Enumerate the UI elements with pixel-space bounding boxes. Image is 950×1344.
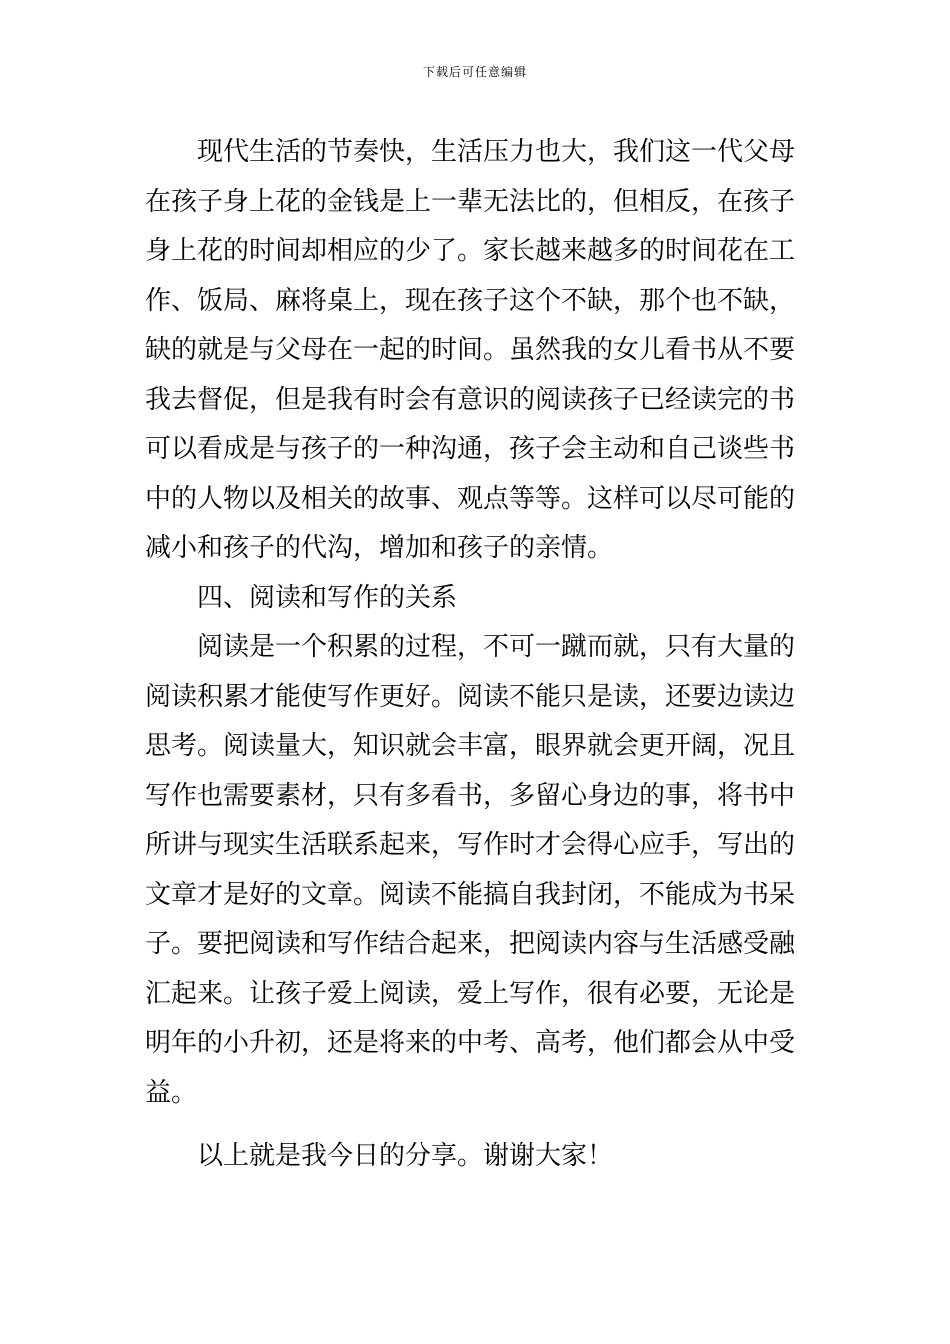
paragraph-spacer <box>145 1118 805 1132</box>
paragraph-line: 文章才是好的文章。阅读不能搞自我封闭，不能成为书呆 <box>145 879 796 910</box>
document-body <box>145 128 805 1182</box>
paragraph-line: 明年的小升初，还是将来的中考、高考，他们都会从中受 <box>145 1028 796 1058</box>
paragraph-line: 在孩子身上花的金钱是上一辈无法比的，但相反，在孩子 <box>145 186 796 217</box>
section-heading: 四、阅读和写作的关系 <box>197 582 458 613</box>
paragraph-line: 阅读积累才能使写作更好。阅读不能只是读，还要边读边 <box>145 681 796 712</box>
paragraph-line: 身上花的时间却相应的少了。家长越来越多的时间花在工 <box>145 236 796 266</box>
paragraph-line: 减小和孩子的代沟，增加和孩子的亲情。 <box>145 533 614 563</box>
paragraph-line: 中的人物以及相关的故事、观点等等。这样可以尽可能的 <box>145 483 796 514</box>
paragraph-line: 益。 <box>145 1077 198 1108</box>
paragraph-line: 写作也需要素材，只有多看书，多留心身边的事，将书中 <box>145 780 796 811</box>
paragraph-line: 缺的就是与父母在一起的时间。虽然我的女儿看书从不要 <box>145 335 796 365</box>
paragraph-line: 子。要把阅读和写作结合起来，把阅读内容与生活感受融 <box>145 929 796 959</box>
closing-line: 以上就是我今日的分享。谢谢大家！ <box>197 1141 614 1171</box>
page-header: 下载后可任意编辑 <box>422 65 527 79</box>
paragraph-line: 阅读是一个积累的过程，不可一蹴而就，只有大量的 <box>197 632 796 662</box>
paragraph-line: 汇起来。让孩子爱上阅读，爱上写作，很有必要，无论是 <box>145 978 796 1009</box>
paragraph-line: 思考。阅读量大，知识就会丰富，眼界就会更开阔，况且 <box>145 731 796 761</box>
paragraph-line: 现代生活的节奏快，生活压力也大，我们这一代父母 <box>197 137 796 167</box>
paragraph-line: 我去督促，但是我有时会有意识的阅读孩子已经读完的书 <box>145 384 796 415</box>
paragraph-line: 作、饭局、麻将桌上，现在孩子这个不缺，那个也不缺， <box>145 285 796 316</box>
paragraph-line: 可以看成是与孩子的一种沟通，孩子会主动和自己谈些书 <box>145 434 796 464</box>
paragraph-line: 所讲与现实生活联系起来，写作时才会得心应手，写出的 <box>145 830 796 860</box>
